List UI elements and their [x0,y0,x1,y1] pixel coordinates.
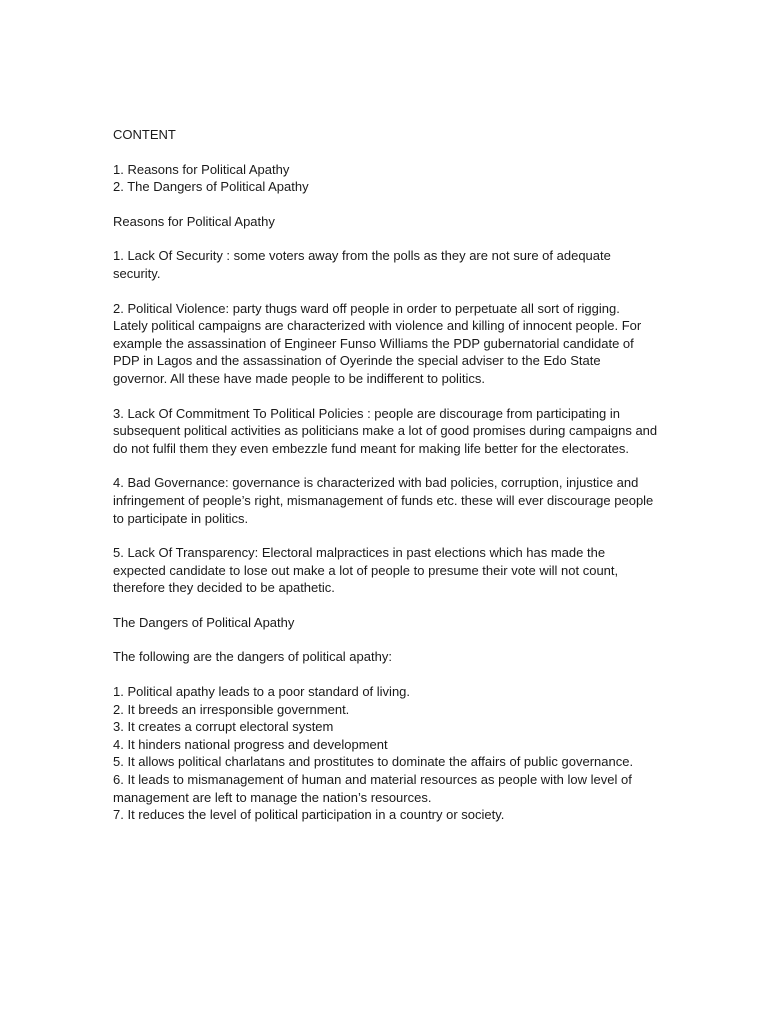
danger-item: 6. It leads to mismanagement of human and material resources as people with low level of management are left to manage the nation’s resources. [113,772,636,805]
section-heading-dangers: The Dangers of Political Apathy [113,614,295,630]
dangers-list [113,683,658,824]
section-heading-reasons: Reasons for Political Apathy [113,213,275,229]
toc-item: 2. The Dangers of Political Apathy [113,179,309,195]
document-page [113,126,658,824]
reason-paragraph: 4. Bad Governance: governance is characterized with bad policies, corruption, injustice and infringement of people’s right, mismanagement of funds etc. these will ever discourage people to participate in politics. [113,475,654,526]
content-heading: CONTENT [113,127,176,142]
danger-item: 5. It allows political charlatans and prostitutes to dominate the affairs of public governance. [113,754,634,770]
reason-paragraph: 3. Lack Of Commitment To Political Policies : people are discourage from participating in subsequent political activities as politicians make a lot of good promises during campaigns and do not fulfil them they even embezzle fund meant for making life better for the electorates. [113,405,658,456]
reason-paragraph: 1. Lack Of Security : some voters away from the polls as they are not sure of adequate security. [113,248,611,281]
toc-item: 1. Reasons for Political Apathy [113,161,290,177]
danger-item: 7. It reduces the level of political participation in a country or society. [113,807,505,823]
danger-item: 2. It breeds an irresponsible government. [113,701,350,717]
dangers-intro: The following are the dangers of political apathy: [113,649,392,665]
danger-item: 4. It hinders national progress and development [113,736,388,752]
danger-item: 3. It creates a corrupt electoral system [113,719,334,735]
danger-item: 1. Political apathy leads to a poor standard of living. [113,684,411,700]
table-of-contents [113,161,658,196]
reason-paragraph: 5. Lack Of Transparency: Electoral malpractices in past elections which has made the expected candidate to lose out make a lot of people to presume their vote will not count, therefore they decided to be apathetic. [113,545,619,596]
reason-paragraph: 2. Political Violence: party thugs ward off people in order to perpetuate all sort of rigging. Lately political campaigns are characterized with violence and killing of innocent people. For example the assassination of Engineer Funso Williams the PDP gubernatorial candidate of PDP in Lagos and the assassination of Oyerinde the special adviser to the Edo State governor. All these have made people to be indifferent to politics. [113,300,642,386]
